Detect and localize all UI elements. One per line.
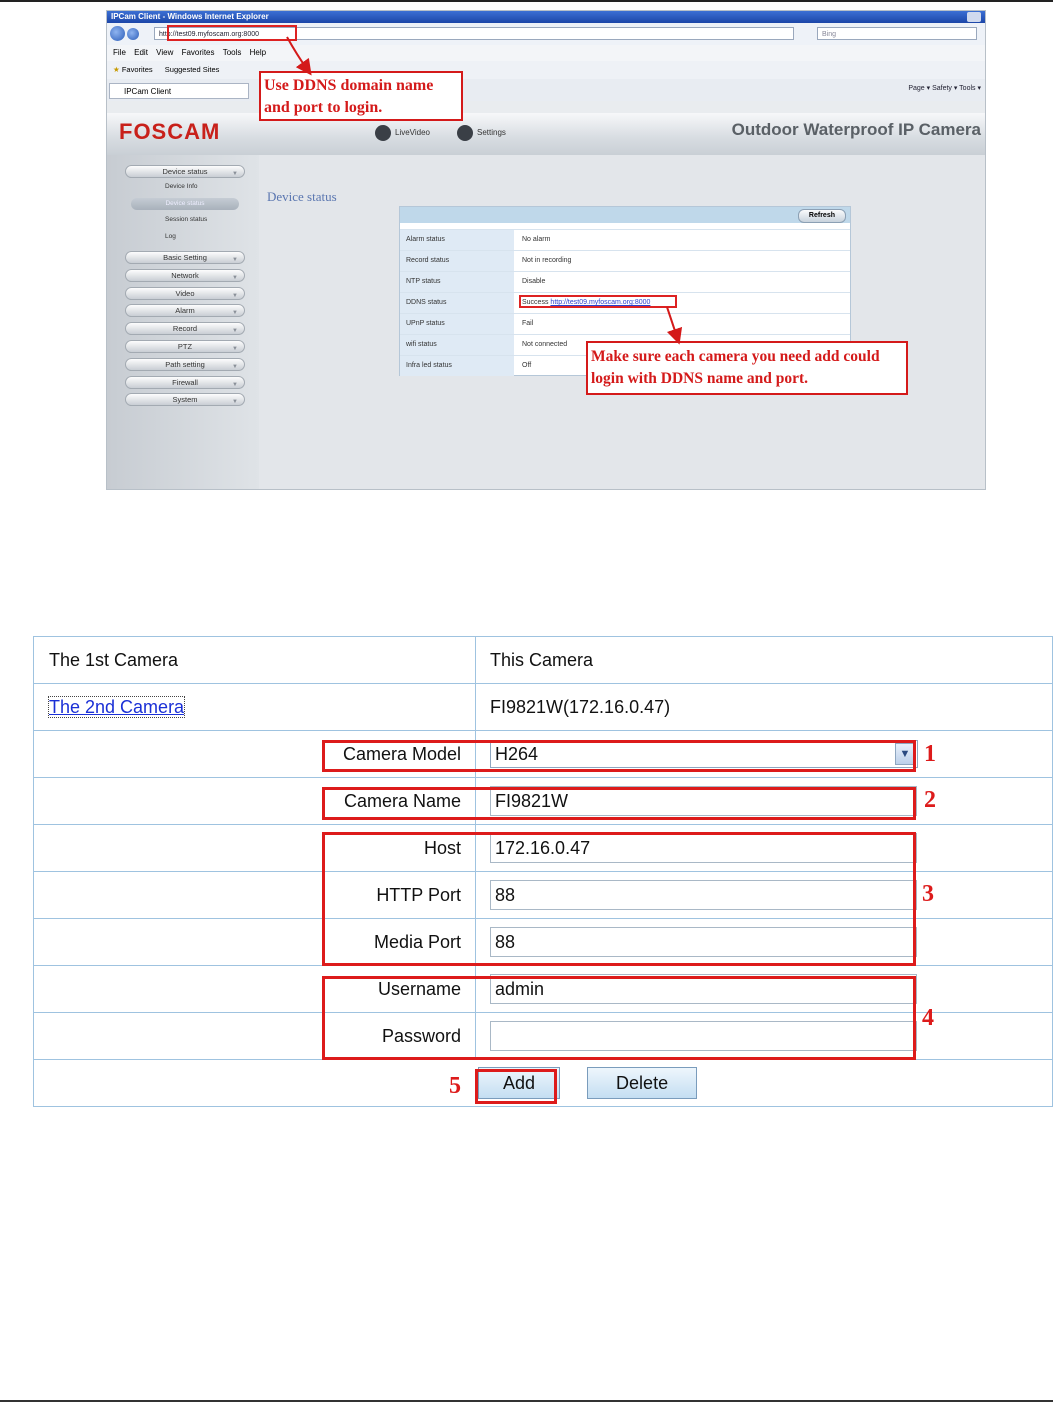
status-key: Record status (400, 251, 514, 271)
nav-livevideo-label: LiveVideo (395, 128, 430, 137)
annotation-arrows (107, 11, 985, 489)
status-key: NTP status (400, 272, 514, 292)
second-camera-link[interactable]: The 2nd Camera (49, 696, 185, 717)
sidebar-label: Network (171, 270, 199, 280)
status-key: Alarm status (400, 230, 514, 250)
arrow-to-callout-1 (287, 37, 307, 69)
favorites-button[interactable]: Favorites (121, 65, 153, 74)
camera-model-value: H264 (495, 744, 539, 764)
media-port-cell (476, 919, 1053, 966)
sidebar-label: Record (172, 324, 198, 334)
window-title: IPCam Client - Windows Internet Explorer (111, 12, 269, 21)
host-label: Host (34, 825, 476, 872)
menu-favorites[interactable]: Favorites (181, 48, 215, 57)
http-port-cell (476, 872, 1053, 919)
sidebar-item-log[interactable]: Log (165, 233, 176, 240)
media-port-label: Media Port (34, 919, 476, 966)
status-value-text: Off (522, 362, 532, 369)
chevron-down-icon: ▼ (232, 381, 238, 388)
http-port-label: HTTP Port (34, 872, 476, 919)
table-row (34, 684, 1053, 731)
status-key: DDNS status (400, 293, 514, 313)
ddns-link[interactable]: http://test09.myfoscam.org:8000 (550, 299, 651, 306)
ipcam-client-screenshot (106, 10, 986, 490)
chevron-down-icon: ▼ (232, 274, 238, 281)
sidebar-item-session-status[interactable]: Session status (165, 216, 208, 223)
delete-button[interactable]: Delete (587, 1067, 697, 1099)
suggested-sites-link[interactable]: Suggested Sites (164, 65, 220, 74)
media-port-input[interactable]: 88 (490, 927, 917, 957)
http-port-input[interactable]: 88 (490, 880, 917, 910)
sidebar-label: PTZ (177, 342, 193, 351)
menu-edit[interactable]: Edit (134, 48, 148, 57)
status-value-text: Not in recording (522, 257, 572, 264)
table-row (34, 919, 1053, 966)
table-row (34, 825, 1053, 872)
sidebar-label: Device status (162, 167, 208, 176)
chevron-down-icon: ▼ (232, 328, 238, 335)
search-input[interactable]: Bing (817, 27, 977, 40)
table-row (34, 1060, 1053, 1107)
menu-tools[interactable]: Tools (222, 48, 242, 57)
add-button[interactable]: Add (478, 1067, 560, 1099)
table-row (34, 1013, 1053, 1060)
page-bottom-rule (0, 1400, 1053, 1402)
sidebar-label: Video (175, 288, 195, 298)
chevron-down-icon: ▼ (232, 346, 238, 352)
username-input[interactable]: admin (490, 974, 917, 1004)
chevron-down-icon: ▼ (232, 363, 238, 370)
status-value-text: Not connected (522, 341, 568, 348)
table-row (34, 778, 1053, 825)
chevron-down-icon: ▼ (232, 292, 238, 299)
chevron-down-icon[interactable]: ▼ (895, 743, 915, 765)
camera-model-select[interactable] (490, 740, 918, 768)
table-row (34, 731, 1053, 778)
menu-view[interactable]: View (156, 48, 174, 57)
camera-name-cell (476, 778, 1053, 825)
page-top-rule (0, 0, 1053, 2)
chevron-down-icon: ▼ (232, 310, 238, 317)
chevron-down-icon: ▼ (232, 399, 238, 406)
sidebar-label: Path setting (165, 359, 205, 369)
second-camera-value: FI9821W(172.16.0.47) (476, 684, 1053, 731)
step-number-3: 3 (922, 881, 934, 907)
address-input[interactable]: http://test09.myfoscam.org:8000 (154, 27, 794, 40)
password-input[interactable] (490, 1021, 917, 1051)
add-camera-form (33, 636, 1053, 1107)
first-camera-cell: The 1st Camera (34, 637, 476, 684)
second-camera-cell (34, 684, 476, 731)
step-number-1: 1 (924, 741, 936, 767)
callout-use-ddns: Use DDNS domain name and port to login. (259, 71, 463, 121)
status-key: UPnP status (400, 314, 514, 334)
table-row (34, 966, 1053, 1013)
status-key: wifi status (400, 335, 514, 355)
callout-make-sure: Make sure each camera you need add could login with DDNS name and port. (586, 341, 908, 395)
table-row (34, 872, 1053, 919)
camera-name-input[interactable]: FI9821W (490, 786, 917, 816)
sidebar-item-device-status[interactable]: Device status (131, 198, 239, 210)
actions-cell (34, 1060, 1053, 1107)
browser-tab[interactable]: IPCam Client (109, 83, 249, 99)
sidebar-label: Alarm (175, 306, 195, 316)
host-cell (476, 825, 1053, 872)
status-value-text: Fail (522, 320, 534, 327)
camera-model-cell (476, 731, 1053, 778)
step-number-4: 4 (922, 1005, 934, 1031)
nav-settings-label: Settings (477, 128, 506, 137)
page-title: Device status (267, 189, 337, 204)
table-row (34, 637, 1053, 684)
menu-file[interactable]: File (113, 48, 126, 57)
product-tagline: Outdoor Waterproof IP Camera (731, 120, 981, 139)
username-label: Username (34, 966, 476, 1013)
sidebar-label: Firewall (172, 377, 198, 387)
status-key: Infra led status (400, 356, 514, 376)
sidebar-item-device-info[interactable]: Device Info (165, 183, 198, 190)
step-number-2: 2 (924, 787, 936, 813)
sidebar-label: System (172, 395, 198, 405)
status-value-text: Disable (522, 278, 546, 285)
sidebar-label: Basic Setting (163, 253, 207, 262)
arrow-to-callout-2 (667, 307, 677, 337)
chevron-down-icon: ▼ (232, 171, 238, 177)
camera-model-label: Camera Model (34, 731, 476, 778)
star-icon: ★ (113, 65, 120, 74)
step-number-5: 5 (449, 1073, 461, 1099)
menu-help[interactable]: Help (249, 48, 267, 57)
password-label: Password (34, 1013, 476, 1060)
status-value-text: Success (522, 299, 549, 306)
this-camera-cell: This Camera (476, 637, 1053, 684)
camera-name-label: Camera Name (34, 778, 476, 825)
foscam-logo: FOSCAM (119, 119, 221, 144)
chevron-down-icon: ▼ (232, 257, 238, 263)
command-bar[interactable]: Page ▾ Safety ▾ Tools ▾ (908, 85, 981, 92)
refresh-button[interactable]: Refresh (798, 209, 846, 223)
password-cell (476, 1013, 1053, 1060)
status-value-text: No alarm (522, 236, 551, 243)
host-input[interactable]: 172.16.0.47 (490, 833, 917, 863)
username-cell (476, 966, 1053, 1013)
